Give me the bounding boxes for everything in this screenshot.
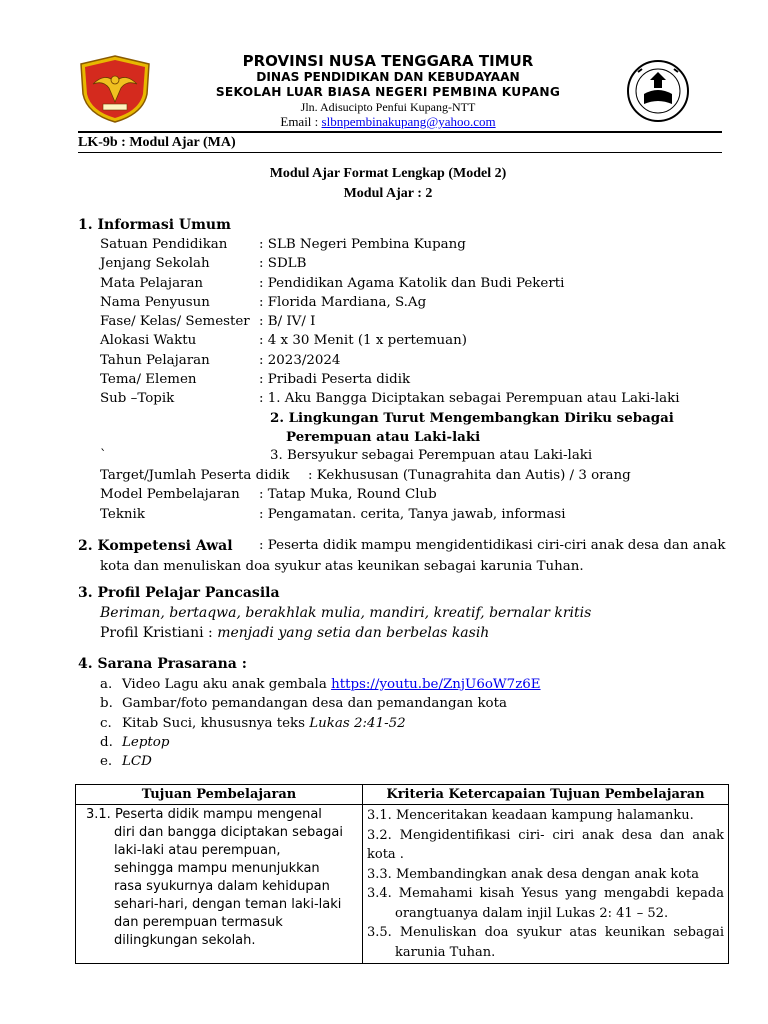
list-item — [100, 696, 113, 711]
criteria-item: 3.3. Membandingkan anak desa dengan anak kota — [367, 866, 700, 882]
info-label: Fase/ Kelas/ Semester — [100, 314, 250, 329]
subtopic-3: 3. Bersyukur sebagai Perempuan atau Laki-laki — [270, 448, 593, 463]
info-label: Sub –Topik — [100, 391, 175, 406]
list-item — [100, 735, 113, 750]
info-label: Target/Jumlah Peserta didik — [100, 468, 290, 483]
info-label: Teknik — [100, 507, 145, 522]
table-header-row — [76, 785, 729, 805]
col-header-kriteria: Kriteria Ketercapaian Tujuan Pembelajaran — [363, 785, 729, 805]
info-label: Nama Penyusun — [100, 295, 210, 310]
item-text: Kitab Suci, khususnya teks — [122, 716, 310, 731]
profil-kristiani — [100, 625, 489, 641]
email-label: Email : — [280, 114, 322, 129]
item-text: Video Lagu aku anak gembala — [122, 677, 332, 692]
info-value: : SLB Negeri Pembina Kupang — [259, 237, 466, 252]
header-address: Jln. Adisucipto Penfui Kupang-NTT — [300, 100, 476, 114]
info-value: : 1. Aku Bangga Diciptakan sebagai Perempuan atau Laki-laki — [259, 391, 680, 406]
kristiani-value: menjadi yang setia dan berbelas kasih — [217, 625, 490, 641]
section4-heading: 4. Sarana Prasarana : — [78, 656, 247, 672]
list-item-text: LCD — [122, 754, 152, 769]
section2-heading: 2. Kompetensi Awal — [78, 538, 233, 554]
subtopic-2-line1: 2. Lingkungan Turut Mengembangkan Diriku sebagai — [270, 410, 674, 426]
section2-text-line2: kota dan menuliskan doa syukur atas keunikan sebagai karunia Tuhan. — [100, 559, 584, 574]
list-item-text: Gambar/foto pemandangan desa dan pemandangan kota — [122, 696, 507, 711]
objective-line: sehingga mampu menunjukkan — [114, 861, 320, 876]
pancasila-values: Beriman, bertaqwa, berakhlak mulia, mandiri, kreatif, bernalar kritis — [100, 605, 592, 621]
info-label: Jenjang Sekolah — [100, 256, 210, 271]
list-marker: b. — [100, 696, 113, 711]
header-email-line — [0, 114, 768, 130]
list-item — [100, 677, 112, 692]
page-title: Modul Ajar Format Lengkap (Model 2) — [269, 166, 507, 181]
section2-text-line1: : Peserta didik mampu mengidentidikasi ciri-ciri anak desa dan anak — [259, 538, 726, 553]
list-item-text — [122, 716, 406, 731]
header-school: SEKOLAH LUAR BIASA NEGERI PEMBINA KUPANG — [215, 85, 561, 99]
info-value: : Pengamatan. cerita, Tanya jawab, informasi — [259, 507, 566, 522]
info-label: Tema/ Elemen — [100, 372, 197, 387]
list-marker: a. — [100, 677, 113, 692]
objectives-table — [75, 784, 729, 964]
criteria-item: 3.1. Menceritakan keadaan kampung halamanku. — [367, 808, 694, 823]
info-label: Satuan Pendidikan — [100, 237, 228, 252]
objective-line: dilingkungan sekolah. — [114, 933, 256, 948]
section3-heading: 3. Profil Pelajar Pancasila — [78, 585, 280, 601]
info-value: : B/ IV/ I — [259, 314, 316, 329]
info-label: Mata Pelajaran — [100, 276, 204, 291]
list-marker: c. — [100, 716, 112, 731]
info-value: : 4 x 30 Menit (1 x pertemuan) — [259, 333, 467, 348]
info-value: : 2023/2024 — [259, 353, 341, 368]
info-value: : Florida Mardiana, S.Ag — [259, 295, 427, 310]
list-item-text: Leptop — [122, 735, 170, 750]
subtopic-2-line2: Perempuan atau Laki-laki — [286, 429, 481, 445]
email-link[interactable]: slbnpembinakupang@yahoo.com — [321, 114, 496, 129]
criteria-item: 3.4. Memahami kisah Yesus yang mengabdi kepada orangtuanya dalam injil Lukas 2: 41 – 52. — [367, 886, 724, 921]
info-value: : Pendidikan Agama Katolik dan Budi Pekerti — [259, 276, 565, 291]
list-item — [100, 754, 112, 769]
page-subtitle: Modul Ajar : 2 — [343, 186, 433, 201]
list-item-text — [122, 677, 541, 692]
info-label: Model Pembelajaran — [100, 487, 240, 502]
letterhead-divider — [78, 131, 722, 133]
info-value: : SDLB — [259, 256, 307, 271]
objective-line: sehari-hari, dengan teman laki-laki — [114, 897, 342, 912]
section1-heading: 1. Informasi Umum — [78, 217, 231, 233]
criteria-item: 3.2. Mengidentifikasi ciri- ciri anak desa dan anak kota . — [367, 827, 724, 862]
objective-line: diri dan bangga diciptakan sebagai — [114, 825, 343, 840]
objective-cell — [76, 805, 363, 964]
video-link[interactable]: https://youtu.be/ZnjU6oW7z6E — [331, 677, 541, 692]
info-label: Alokasi Waktu — [100, 333, 197, 348]
header-agency: DINAS PENDIDIKAN DAN KEBUDAYAAN — [256, 70, 520, 84]
table-row — [76, 805, 729, 964]
criteria-cell — [363, 805, 729, 964]
info-value: : Tatap Muka, Round Club — [259, 487, 437, 502]
objective-line: laki-laki atau perempuan, — [114, 843, 281, 858]
criteria-item: 3.5. Menuliskan doa syukur atas keunikan sebagai karunia Tuhan. — [367, 925, 724, 960]
list-marker: e. — [100, 754, 113, 769]
info-label: Tahun Pelajaran — [100, 353, 210, 368]
list-item — [100, 716, 112, 731]
list-marker: d. — [100, 735, 113, 750]
doc-code: LK-9b : Modul Ajar (MA) — [78, 135, 236, 150]
item-italic: Lukas 2:41-52 — [309, 716, 406, 731]
info-value: : Kekhususan (Tunagrahita dan Autis) / 3 orang — [308, 468, 631, 483]
stray-mark: ` — [100, 448, 107, 463]
doc-code-divider — [78, 152, 722, 153]
objective-line: 3.1. Peserta didik mampu mengenal — [86, 807, 322, 822]
objective-line: rasa syukurnya dalam kehidupan — [114, 879, 330, 894]
info-value: : Pribadi Peserta didik — [259, 372, 411, 387]
col-header-tujuan: Tujuan Pembelajaran — [76, 785, 363, 805]
objective-line: dan perempuan termasuk — [114, 915, 283, 930]
header-province: PROVINSI NUSA TENGGARA TIMUR — [242, 52, 534, 70]
kristiani-label: Profil Kristiani : — [100, 625, 218, 641]
